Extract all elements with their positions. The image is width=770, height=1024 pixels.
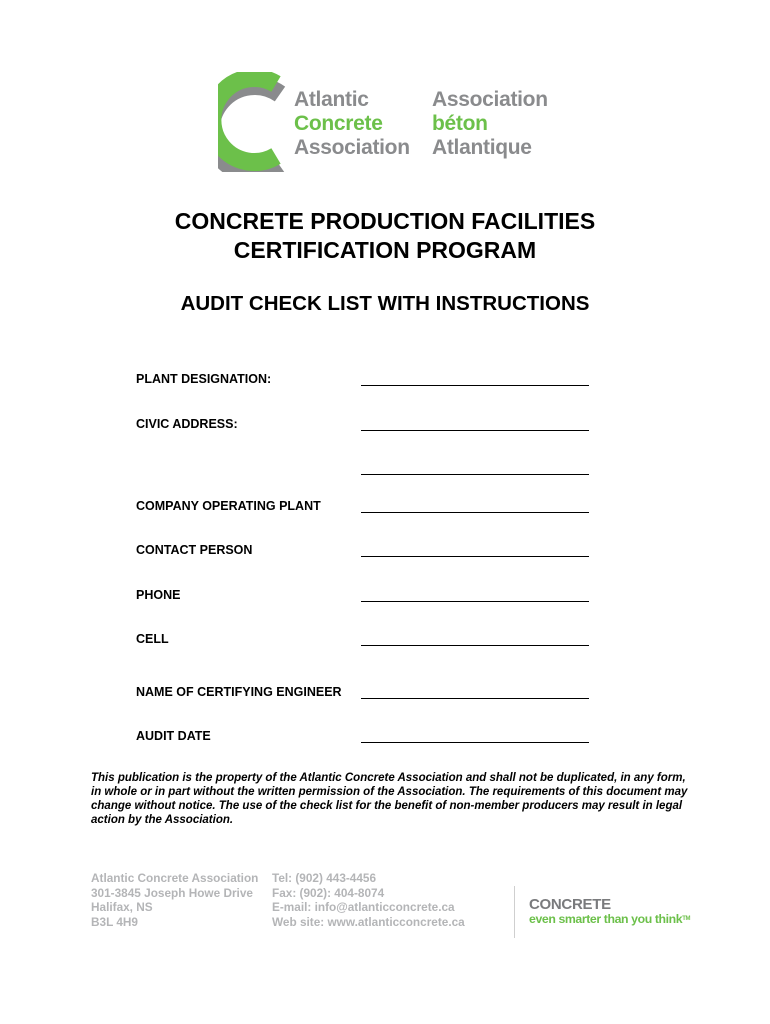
certifying-engineer-field[interactable] bbox=[361, 698, 589, 699]
c-logo-icon bbox=[218, 72, 290, 172]
brand-line1: CONCRETE bbox=[529, 896, 611, 913]
company-operating-plant-field[interactable] bbox=[361, 512, 589, 513]
contact-person-field[interactable] bbox=[361, 556, 589, 557]
plant-designation-field[interactable] bbox=[361, 385, 589, 386]
logo-en-line3: Association bbox=[294, 136, 410, 159]
logo-text-english bbox=[294, 88, 410, 160]
audit-date-field[interactable] bbox=[361, 742, 589, 743]
certifying-engineer-label: NAME OF CERTIFYING ENGINEER bbox=[136, 685, 342, 699]
plant-designation-label: PLANT DESIGNATION: bbox=[136, 372, 272, 386]
footer-divider bbox=[514, 886, 515, 938]
copyright-notice: This publication is the property of the Atlantic Concrete Association and shall not be duplicated, in any form, in whole or in part without the written permission of the Association. The requirements of this document may change without notice. The use of the check list for the benefit of non-member producers may result in legal action by the Association. bbox=[91, 772, 688, 826]
footer-fax: Fax: (902): 404-8074 bbox=[272, 885, 385, 900]
civic-address-label: CIVIC ADDRESS: bbox=[136, 417, 238, 431]
civic-address-field[interactable] bbox=[361, 430, 589, 431]
footer-contact bbox=[272, 871, 465, 929]
civic-address-field-2[interactable] bbox=[361, 474, 589, 475]
logo-text-french bbox=[432, 88, 548, 160]
brand-tagline: even smarter than you think bbox=[529, 912, 683, 926]
phone-label: PHONE bbox=[136, 588, 181, 602]
logo-fr-line2: béton bbox=[432, 112, 488, 135]
association-logo bbox=[218, 72, 578, 172]
logo-en-line1: Atlantic bbox=[294, 88, 369, 111]
cell-field[interactable] bbox=[361, 645, 589, 646]
footer-address-line: Halifax, NS bbox=[91, 900, 153, 914]
brand-line2 bbox=[529, 912, 690, 927]
trademark-mark: TM bbox=[682, 916, 691, 922]
document-title-line2: CERTIFICATION PROGRAM bbox=[233, 237, 537, 263]
document-title-line1: CONCRETE PRODUCTION FACILITIES bbox=[174, 208, 596, 234]
footer-website-link[interactable]: Web site: www.atlanticconcrete.ca bbox=[272, 914, 465, 929]
footer-phone: Tel: (902) 443-4456 bbox=[272, 871, 377, 885]
footer-address-line: Atlantic Concrete Association bbox=[91, 871, 259, 885]
contact-person-label: CONTACT PERSON bbox=[136, 543, 253, 557]
footer-email-link[interactable]: E-mail: info@atlanticconcrete.ca bbox=[272, 900, 455, 914]
document-subtitle: AUDIT CHECK LIST WITH INSTRUCTIONS bbox=[180, 292, 590, 315]
logo-fr-line3: Atlantique bbox=[432, 136, 532, 159]
audit-date-label: AUDIT DATE bbox=[136, 729, 211, 743]
concrete-brand-logo bbox=[529, 897, 690, 927]
logo-en-line2: Concrete bbox=[294, 112, 383, 135]
cell-label: CELL bbox=[136, 632, 169, 646]
footer-address-line: B3L 4H9 bbox=[91, 914, 138, 929]
footer-address bbox=[91, 871, 258, 929]
company-operating-plant-label: COMPANY OPERATING PLANT bbox=[136, 499, 321, 513]
logo-fr-line1: Association bbox=[432, 88, 548, 111]
footer-address-line: 301-3845 Joseph Howe Drive bbox=[91, 885, 253, 900]
phone-field[interactable] bbox=[361, 601, 589, 602]
